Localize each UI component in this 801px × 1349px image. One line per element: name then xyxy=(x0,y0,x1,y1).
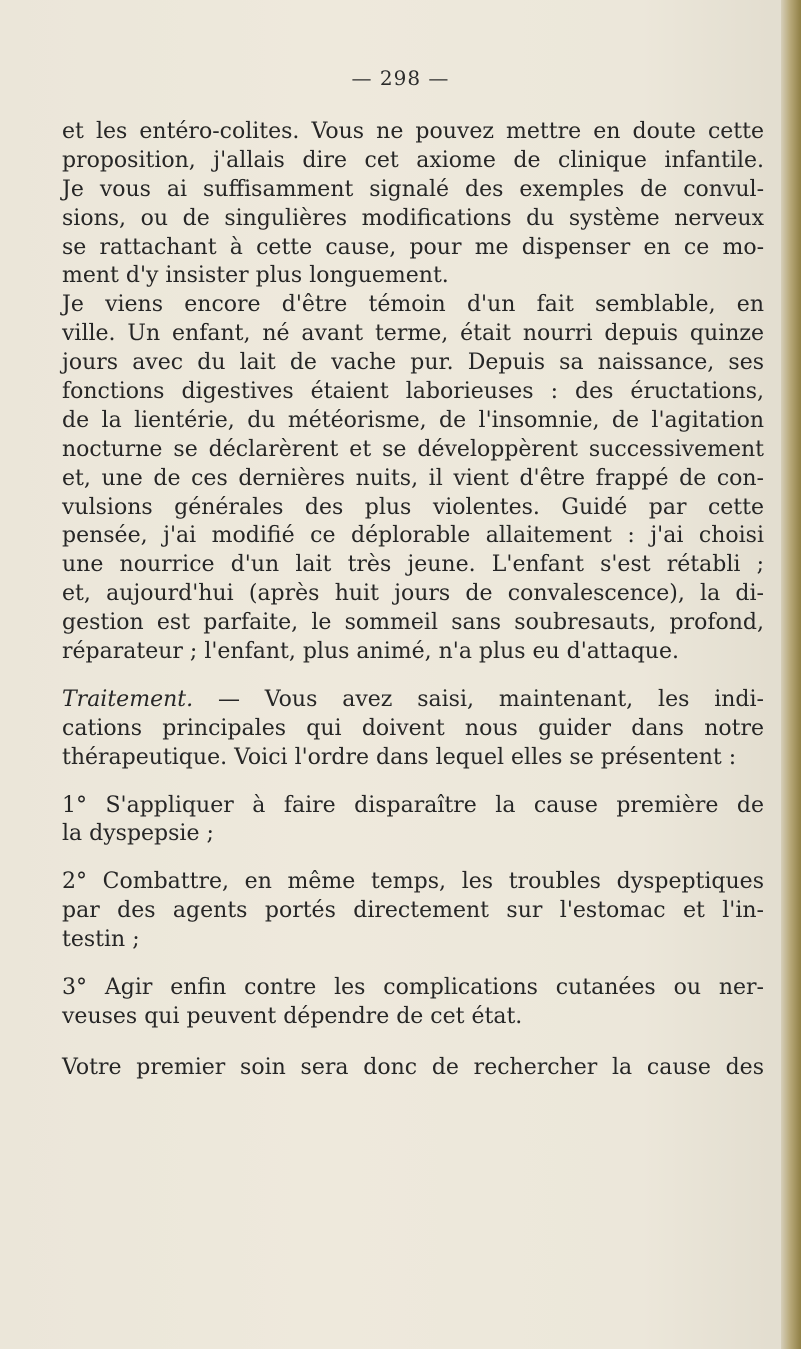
text-line: 2° Combattre, en même temps, les troubles dyspeptiques xyxy=(62,869,764,895)
text-line: et, aujourd'hui (après huit jours de convalescence), la di- xyxy=(62,581,764,607)
text-line xyxy=(62,686,764,715)
text-line: réparateur ; l'enfant, plus animé, n'a plus eu d'attaque. xyxy=(62,639,679,665)
text-line: gestion est parfaite, le sommeil sans soubresauts, profond, xyxy=(62,610,764,636)
text-line: ment d'y insister plus longuement. xyxy=(62,263,449,289)
text-line: et les entéro-colites. Vous ne pouvez mettre en doute cette xyxy=(62,119,764,144)
text-line: par des agents portés directement sur l'estomac et l'in- xyxy=(62,898,764,924)
paragraph-gap xyxy=(62,1032,764,1054)
text-line: une nourrice d'un lait très jeune. L'enfant s'est rétabli ; xyxy=(62,552,764,578)
paragraph-6 xyxy=(62,974,764,1032)
paragraph-7 xyxy=(62,1054,764,1083)
paragraph-gap xyxy=(62,773,764,792)
paragraph-gap xyxy=(62,955,764,974)
text-fragment: — Vous avez saisi, maintenant, les indi- xyxy=(193,686,764,712)
text-line: 1° S'appliquer à faire disparaître la cause première de xyxy=(62,792,764,818)
paragraph-2 xyxy=(62,291,764,667)
text-line: vulsions générales des plus violentes. Guidé par cette xyxy=(62,494,764,520)
text-line: sions, ou de singulières modifications du système nerveux xyxy=(62,205,764,231)
text-line: de la lientérie, du météorisme, de l'insomnie, de l'agitation xyxy=(62,407,764,433)
text-line: Votre premier soin sera donc de rechercher la cause des xyxy=(62,1054,764,1080)
body-text xyxy=(62,118,764,1083)
text-line: thérapeutique. Voici l'ordre dans lequel elles se présentent : xyxy=(62,744,737,770)
text-line: 3° Agir enfin contre les complications cutanées ou ner- xyxy=(62,975,764,1001)
text-line: veuses qui peuvent dépendre de cet état. xyxy=(62,1003,523,1029)
section-lead-traitement: Traitement. xyxy=(62,686,194,712)
text-line: ville. Un enfant, né avant terme, était nourri depuis quinze xyxy=(62,321,764,347)
paragraph-4 xyxy=(62,792,764,850)
text-line: se rattachant à cette cause, pour me dispenser en ce mo- xyxy=(62,234,764,260)
paragraph-3 xyxy=(62,686,764,773)
text-line: proposition, j'allais dire cet axiome de clinique infantile. xyxy=(62,147,764,173)
text-line: Je vous ai suffisamment signalé des exemples de convul- xyxy=(62,176,764,202)
page-spine-shadow xyxy=(781,0,801,1349)
text-line: testin ; xyxy=(62,927,140,953)
text-line: Je viens encore d'être témoin d'un fait semblable, en xyxy=(62,292,764,318)
text-line: fonctions digestives étaient laborieuses : des éructations, xyxy=(62,379,764,405)
paragraph-gap xyxy=(62,667,764,686)
text-line: nocturne se déclarèrent et se développèrent successivement xyxy=(62,436,764,462)
text-line: et, une de ces dernières nuits, il vient d'être frappé de con- xyxy=(62,465,764,491)
paragraph-5 xyxy=(62,868,764,955)
paragraph-gap xyxy=(62,849,764,868)
text-line: jours avec du lait de vache pur. Depuis sa naissance, ses xyxy=(62,350,764,376)
text-line: cations principales qui doivent nous guider dans notre xyxy=(62,715,764,741)
text-line: la dyspepsie ; xyxy=(62,821,214,847)
page-number: — 298 — xyxy=(351,66,450,90)
text-line: pensée, j'ai modifié ce déplorable allaitement : j'ai choisi xyxy=(62,523,764,549)
paragraph-1 xyxy=(62,118,764,291)
